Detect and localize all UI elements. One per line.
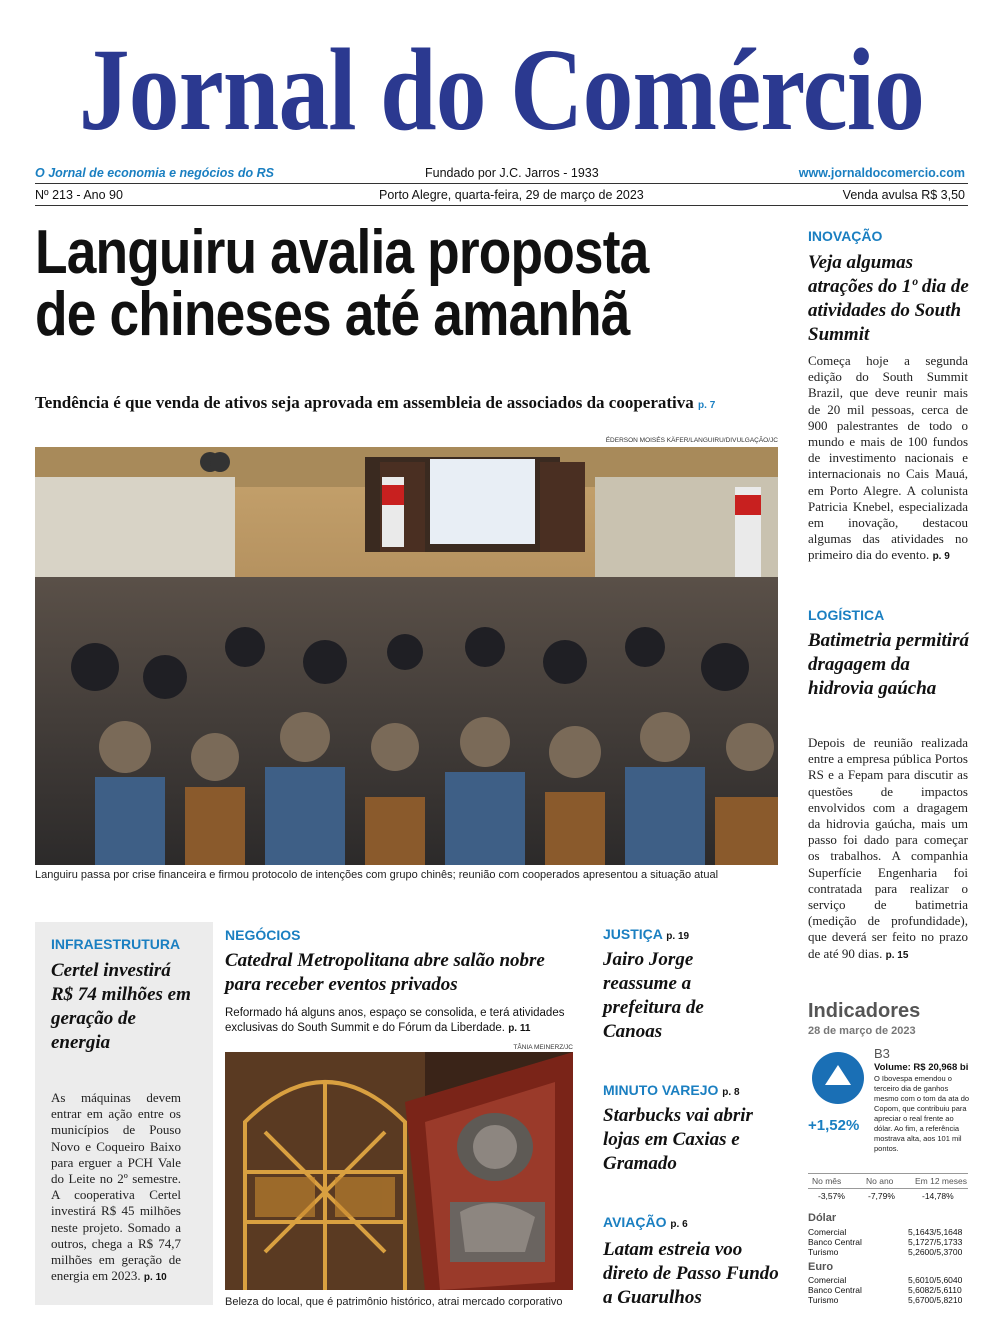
infra-body (51, 1090, 181, 1286)
rate-value: 5,1643/5,1648 (908, 1227, 963, 1237)
lead-subhead (35, 393, 775, 413)
lead-headline-line2: de chineses até amanhã (35, 280, 630, 349)
brief-section-label: JUSTIÇA (603, 926, 663, 942)
issue-number: Nº 213 - Ano 90 (35, 188, 123, 202)
b3-label: B3 (874, 1046, 890, 1061)
logistica-ref[interactable]: p. 15 (885, 949, 909, 961)
lead-subhead-text: Tendência é que venda de ativos seja aprovada em assembleia de associados da cooperativa (35, 393, 694, 412)
negocios-body-text: Reformado há alguns anos, espaço se consolida, e terá atividades exclusivas do South Summit e do Fórum da Liberdade. (225, 1007, 565, 1034)
infra-ref[interactable]: p. 10 (143, 1272, 167, 1284)
price: Venda avulsa R$ 3,50 (842, 188, 965, 202)
negocios-headline[interactable]: Catedral Metropolitana abre salão nobre para receber eventos privados (225, 950, 545, 995)
inovacao-body (808, 353, 968, 566)
rate-name: Banco Central (808, 1285, 862, 1295)
masthead-divider (35, 183, 968, 184)
inovacao-headline[interactable]: Veja algumas atrações do 1º dia de atividades do South Summit (808, 252, 969, 345)
dolar-title: Dólar (808, 1212, 837, 1224)
infra-headline[interactable]: Certel investirá R$ 74 milhões em geração de energia (51, 960, 191, 1053)
brief-section-minuto-varejo[interactable] (603, 1082, 740, 1098)
euro-title: Euro (808, 1261, 834, 1273)
negocios-body (225, 1006, 573, 1036)
lead-subhead-ref[interactable]: p. 7 (698, 400, 716, 411)
lead-headline-line1: Languiru avalia proposta (35, 218, 649, 287)
negocios-ref[interactable]: p. 11 (508, 1023, 531, 1034)
rate-value: 5,2600/5,3700 (908, 1247, 963, 1257)
logistica-body-text: Depois de reunião realizada entre a empresa pública Portos RS e a Fepam para discutir as questões de impactos envolvidos com a dragagem da hidrovia gaúcha, mais um passo foi dado para começar os trabalhos. A companhia Superfície Engenharia foi contratada para realizar o serviço de batimetria (medição de profundidade), que deverá ser feito no prazo de até 90 dias. (808, 735, 968, 961)
indicadores-date: 28 de março de 2023 (808, 1025, 916, 1037)
brief-ref[interactable]: p. 6 (670, 1219, 688, 1230)
brief-section-justica[interactable] (603, 926, 689, 942)
brief-section-label: AVIAÇÃO (603, 1214, 667, 1230)
rate-name: Comercial (808, 1275, 847, 1285)
rate-value: 5,6700/5,8210 (908, 1295, 963, 1305)
negocios-caption: Beleza do local, que é patrimônio histórico, atrai mercado corporativo (225, 1296, 563, 1308)
period-value: -14,78% (922, 1191, 954, 1201)
logistica-body (808, 735, 968, 964)
negocios-photo-credit: TÂNIA MEINERZ/JC (513, 1044, 573, 1051)
masthead-divider-bottom (35, 205, 968, 206)
rate-name: Turismo (808, 1295, 839, 1305)
period-label: No ano (866, 1176, 894, 1186)
masthead-url[interactable]: www.jornaldocomercio.com (798, 166, 965, 180)
b3-text: O Ibovespa emendou o terceiro dia de ganhos mesmo com o tom da ata do Copom, que contribuiu para apreciar o real frente ao dólar. Ao fim, a referência mostrava alta, aos 101 mil pontos. (874, 1074, 970, 1153)
section-negocios[interactable]: NEGÓCIOS (225, 927, 301, 943)
indicadores-title: Indicadores (808, 1000, 921, 1022)
periods-divider-mid (808, 1188, 968, 1189)
periods-divider (808, 1173, 968, 1174)
masthead-tagline: O Jornal de economia e negócios do RS (35, 166, 274, 180)
rate-value: 5,6082/5,6110 (908, 1285, 962, 1295)
cathedral-image (225, 1052, 573, 1290)
b3-volume: Volume: R$ 20,968 bi (874, 1062, 969, 1073)
rate-name: Comercial (808, 1227, 847, 1237)
rate-value: 5,1727/5,1733 (908, 1237, 963, 1247)
lead-headline[interactable] (35, 218, 783, 349)
period-value: -3,57% (818, 1191, 845, 1201)
brief-section-aviacao[interactable] (603, 1214, 688, 1230)
rate-value: 5,6010/5,6040 (908, 1275, 963, 1285)
inovacao-ref[interactable]: p. 9 (932, 551, 950, 563)
auditorium-image (35, 447, 778, 865)
b3-change: +1,52% (808, 1117, 860, 1134)
masthead-title: Jornal do Comércio (78, 24, 925, 155)
brief-ref[interactable]: p. 19 (666, 931, 690, 942)
infra-body-text: As máquinas devem entrar em ação entre os municípios de Pouso Novo e Coqueiro Baixo para erguer a PCH Vale do Leite no 2º semestre. A cooperativa Certel investirá R$ 45 milhões neste projeto. Somado a outros, chega a R$ 74,7 milhões em geração de energia em 2023. (51, 1090, 181, 1284)
period-value: -7,79% (868, 1191, 895, 1201)
brief-headline-aviacao[interactable]: Latam estreia voo direto de Passo Fundo a Guarulhos (603, 1239, 779, 1308)
masthead-founded: Fundado por J.C. Jarros - 1933 (425, 166, 599, 180)
period-label: Em 12 meses (915, 1176, 967, 1186)
brief-headline-justica[interactable]: Jairo Jorge reassume a prefeitura de Canoas (603, 949, 704, 1042)
lead-caption: Languiru passa por crise financeira e firmou protocolo de intenções com grupo chinês; reunião com cooperados apresentou a situação atual (35, 869, 719, 881)
lead-photo (35, 447, 778, 865)
negocios-photo (225, 1052, 573, 1290)
brief-headline-minuto-varejo[interactable]: Starbucks vai abrir lojas em Caxias e Gramado (603, 1105, 753, 1174)
period-label: No mês (812, 1176, 842, 1186)
rate-name: Turismo (808, 1247, 839, 1257)
logistica-headline[interactable]: Batimetria permitirá dragagem da hidrovia gaúcha (808, 630, 969, 699)
section-infraestrutura[interactable]: INFRAESTRUTURA (51, 936, 181, 952)
brief-section-label: MINUTO VAREJO (603, 1082, 719, 1098)
rate-name: Banco Central (808, 1237, 862, 1247)
up-arrow-icon (812, 1052, 864, 1104)
section-logistica[interactable]: LOGÍSTICA (808, 607, 885, 623)
inovacao-body-text: Começa hoje a segunda edição do South Summit Brazil, que deve reunir mais de 20 mil pessoas, cerca de 900 palestrantes de todo o mundo e mais de 100 fundos de investimento nacionais e internacionais no Cais Mauá, em Porto Alegre. A colunista Patricia Knebel, especializada em inovação, destacou algumas das atividades no primeiro dia do evento. (808, 353, 968, 563)
brief-ref[interactable]: p. 8 (722, 1087, 740, 1098)
lead-photo-credit: ÉDERSON MOISÉS KÄFER/LANGUIRU/DIVULGAÇÃO/JC (605, 437, 778, 444)
section-inovacao[interactable]: INOVAÇÃO (808, 228, 883, 244)
dateline: Porto Alegre, quarta-feira, 29 de março de 2023 (379, 188, 644, 202)
